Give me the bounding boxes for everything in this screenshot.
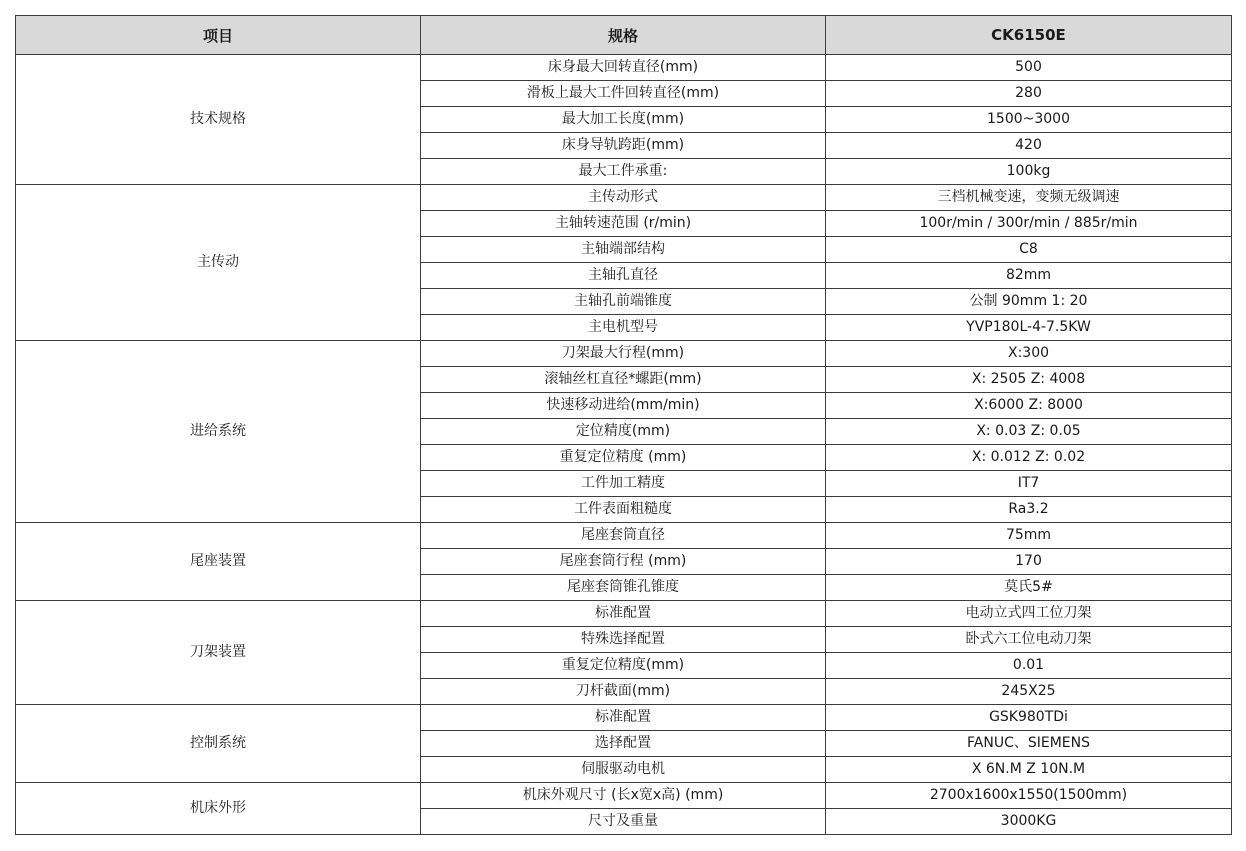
- table-row: [16, 705, 1232, 731]
- category-cell: 控制系统: [16, 705, 421, 783]
- header-category: 项目: [16, 16, 421, 55]
- spec-cell: 主轴孔直径: [421, 263, 826, 289]
- spec-cell: 工件加工精度: [421, 471, 826, 497]
- spec-cell: 主轴转速范围 (r/min): [421, 211, 826, 237]
- value-cell: 莫氏5#: [826, 575, 1232, 601]
- table-body: [16, 55, 1232, 835]
- spec-cell: 主轴孔前端锥度: [421, 289, 826, 315]
- category-cell: 刀架装置: [16, 601, 421, 705]
- value-cell: 100r/min / 300r/min / 885r/min: [826, 211, 1232, 237]
- value-cell: 100kg: [826, 159, 1232, 185]
- value-cell: 三档机械变速，变频无级调速: [826, 185, 1232, 211]
- value-cell: Ra3.2: [826, 497, 1232, 523]
- spec-cell: 床身导轨跨距(mm): [421, 133, 826, 159]
- value-cell: 280: [826, 81, 1232, 107]
- header-model: CK6150E: [826, 16, 1232, 55]
- category-cell: 主传动: [16, 185, 421, 341]
- spec-table: [15, 15, 1232, 835]
- spec-cell: 尺寸及重量: [421, 809, 826, 835]
- category-cell: 机床外形: [16, 783, 421, 835]
- header-row: [16, 16, 1232, 55]
- value-cell: 170: [826, 549, 1232, 575]
- table-row: [16, 185, 1232, 211]
- spec-cell: 滑板上最大工件回转直径(mm): [421, 81, 826, 107]
- category-cell: 尾座装置: [16, 523, 421, 601]
- spec-cell: 工件表面粗糙度: [421, 497, 826, 523]
- value-cell: X: 0.03 Z: 0.05: [826, 419, 1232, 445]
- spec-cell: 最大工件承重:: [421, 159, 826, 185]
- value-cell: IT7: [826, 471, 1232, 497]
- value-cell: 2700x1600x1550(1500mm): [826, 783, 1232, 809]
- spec-cell: 标准配置: [421, 705, 826, 731]
- table-header: [16, 16, 1232, 55]
- spec-cell: 最大加工长度(mm): [421, 107, 826, 133]
- value-cell: 卧式六工位电动刀架: [826, 627, 1232, 653]
- value-cell: 3000KG: [826, 809, 1232, 835]
- spec-cell: 滚轴丝杠直径*螺距(mm): [421, 367, 826, 393]
- value-cell: 75mm: [826, 523, 1232, 549]
- spec-cell: 特殊选择配置: [421, 627, 826, 653]
- spec-cell: 尾座套筒行程 (mm): [421, 549, 826, 575]
- value-cell: X:300: [826, 341, 1232, 367]
- spec-cell: 尾座套筒锥孔锥度: [421, 575, 826, 601]
- value-cell: C8: [826, 237, 1232, 263]
- spec-cell: 伺服驱动电机: [421, 757, 826, 783]
- value-cell: 500: [826, 55, 1232, 81]
- value-cell: X:6000 Z: 8000: [826, 393, 1232, 419]
- value-cell: X 6N.M Z 10N.M: [826, 757, 1232, 783]
- value-cell: 0.01: [826, 653, 1232, 679]
- value-cell: 公制 90mm 1: 20: [826, 289, 1232, 315]
- table-row: [16, 55, 1232, 81]
- spec-cell: 刀杆截面(mm): [421, 679, 826, 705]
- spec-cell: 主传动形式: [421, 185, 826, 211]
- spec-cell: 主电机型号: [421, 315, 826, 341]
- spec-cell: 刀架最大行程(mm): [421, 341, 826, 367]
- value-cell: FANUC、SIEMENS: [826, 731, 1232, 757]
- header-spec: 规格: [421, 16, 826, 55]
- table-row: [16, 341, 1232, 367]
- table-row: [16, 783, 1232, 809]
- value-cell: X: 2505 Z: 4008: [826, 367, 1232, 393]
- value-cell: 1500~3000: [826, 107, 1232, 133]
- spec-cell: 定位精度(mm): [421, 419, 826, 445]
- spec-cell: 标准配置: [421, 601, 826, 627]
- table-row: [16, 523, 1232, 549]
- spec-cell: 尾座套筒直径: [421, 523, 826, 549]
- spec-cell: 机床外观尺寸 (长x宽x高) (mm): [421, 783, 826, 809]
- spec-cell: 重复定位精度 (mm): [421, 445, 826, 471]
- spec-cell: 床身最大回转直径(mm): [421, 55, 826, 81]
- value-cell: 245X25: [826, 679, 1232, 705]
- value-cell: 82mm: [826, 263, 1232, 289]
- spec-cell: 选择配置: [421, 731, 826, 757]
- spec-cell: 主轴端部结构: [421, 237, 826, 263]
- value-cell: 电动立式四工位刀架: [826, 601, 1232, 627]
- value-cell: GSK980TDi: [826, 705, 1232, 731]
- table-row: [16, 601, 1232, 627]
- value-cell: 420: [826, 133, 1232, 159]
- value-cell: X: 0.012 Z: 0.02: [826, 445, 1232, 471]
- spec-cell: 重复定位精度(mm): [421, 653, 826, 679]
- category-cell: 进给系统: [16, 341, 421, 523]
- value-cell: YVP180L-4-7.5KW: [826, 315, 1232, 341]
- spec-cell: 快速移动进给(mm/min): [421, 393, 826, 419]
- category-cell: 技术规格: [16, 55, 421, 185]
